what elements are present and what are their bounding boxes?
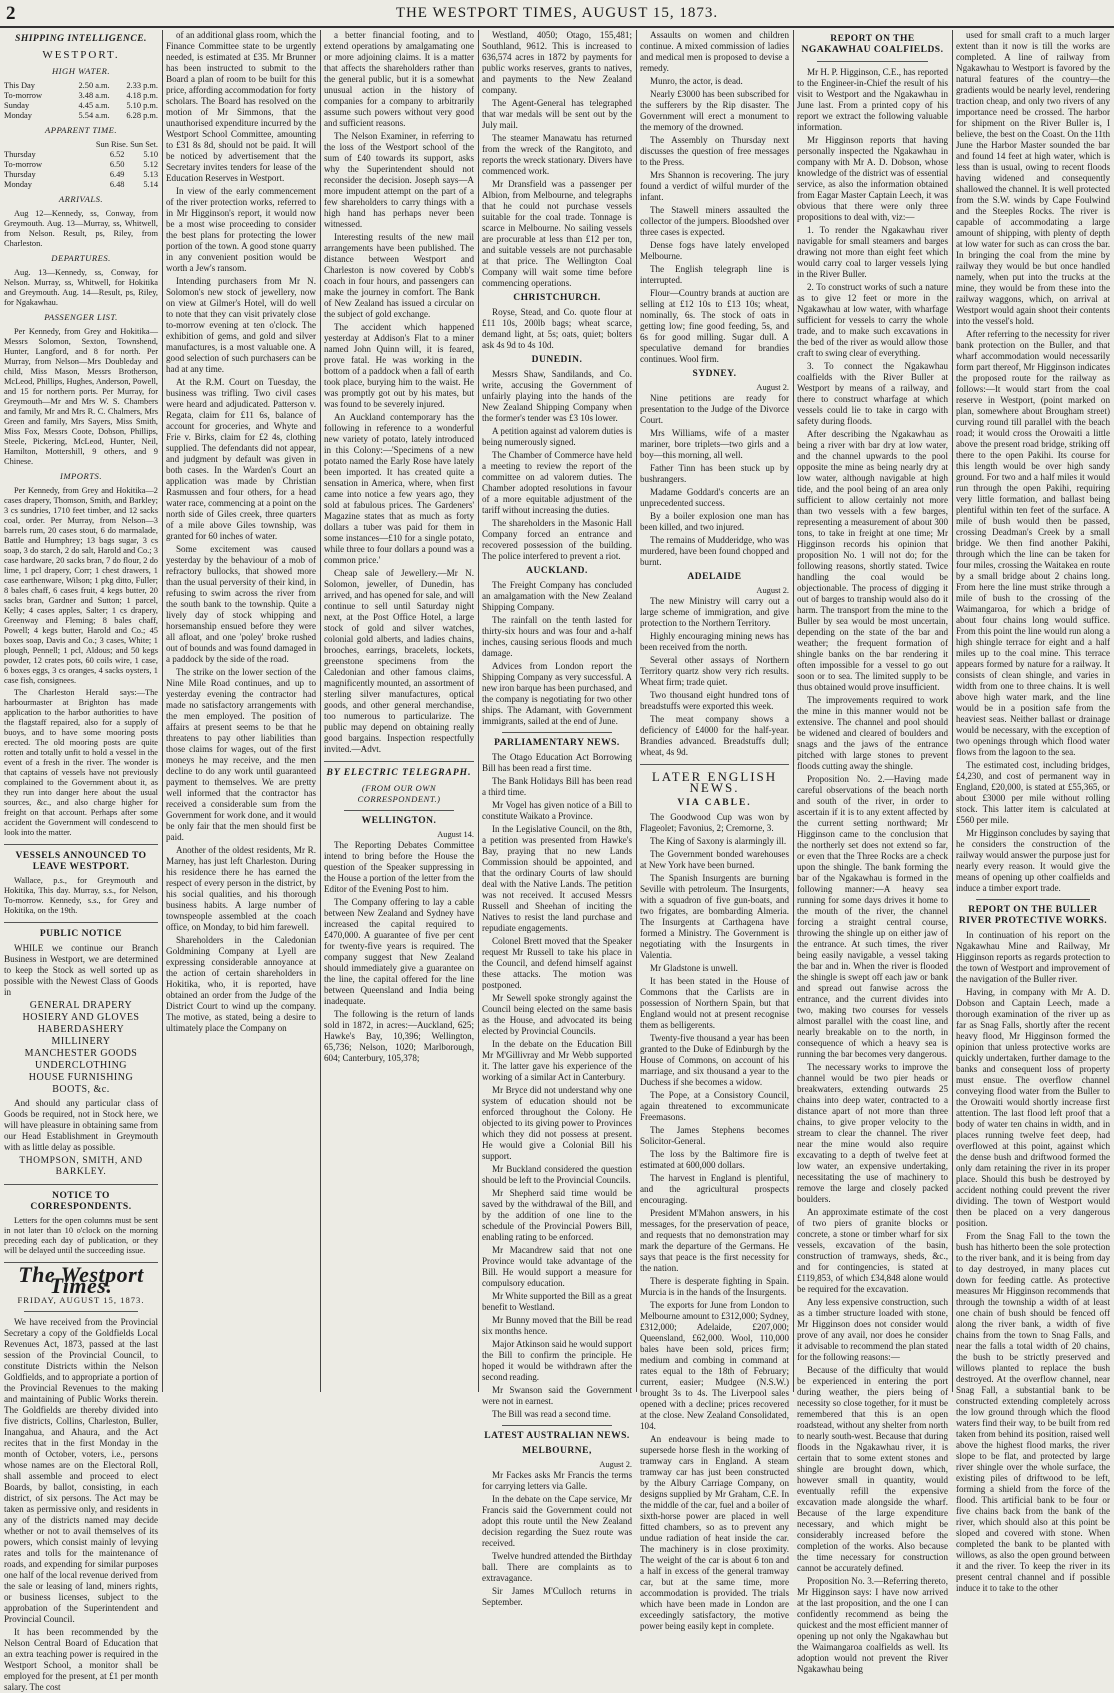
table-row	[4, 180, 158, 190]
sydney-heading: SYDNEY.	[692, 369, 737, 379]
harbour-note: The Charleston Herald says:—The harbourmaster at Brighton has made application to the harbor authorities to have the flagstaff repaired, also for a supply of buoys, and to have some mooring posts erected. The old mooring posts are quite rotten and totally unfit to hold a vessel in the event of a fresh in the river. The wonder is that captains of vessels have not previously complained to the Government about it, as they run into danger here about the usual sources, &c., and also charge higher for freight on that account. Perhaps after some accident the Government will condescend to look into the matter.	[4, 688, 158, 837]
melbourne-heading: MELBOURNE,	[522, 1446, 592, 1456]
column-2	[166, 30, 316, 1392]
tide-day: To-morrow	[4, 91, 43, 100]
article-paragraph: The shareholders in the Masonic Hall Company forced an entrance and recovered possession of the building. The police interfered to prevent a riot.	[482, 518, 632, 561]
divider	[344, 810, 454, 811]
tide-pm: 6.28 p.m.	[126, 111, 158, 120]
divider	[24, 1311, 138, 1312]
article-paragraph: The Government bonded warehouses at New York have been burned.	[640, 849, 789, 870]
public-notice-text: WHILE we continue our Branch Business in Westport, we are determined to keep the Stock as well sorted up as possible with the Newest Class of Goods in	[4, 943, 158, 997]
departures-text: Aug. 13—Kennedy, ss, Conway, for Nelson. Murray, ss, Whitwell, for Hokitika and Greymouth. Aug. 14—Result, ps, Riley, for Ngakawhau.	[4, 268, 158, 307]
article-paragraph: In view of the early commencement of the river protection works, referred to in Mr Higginson's report, it would now be a most wise proceeding to consider the best plans for protecting the lower portion of the town. A good stone quarry in any convenient position would be worth a Jew's ransom.	[166, 186, 316, 273]
goods-list	[4, 1000, 158, 1096]
column-rule	[793, 30, 794, 1392]
article-paragraph: By a boiler explosion one man has been killed, and two injured.	[640, 511, 789, 532]
column-3	[324, 30, 474, 1392]
correspondents-text: Letters for the open columns must be sent in not later than 10 o'clock on the morning preceding each day of publication, or they will be delayed until the succeeding issue.	[4, 1216, 158, 1255]
divider	[4, 1184, 158, 1185]
table-row	[4, 111, 158, 121]
article-paragraph: In the debate on the Education Bill Mr M'Gillivray and Mr Webb supported it. The latter gave his experience of the working of a similar Act in Canterbury.	[482, 1039, 632, 1082]
article-paragraph: Another of the oldest residents, Mr R. Marney, has just left Charleston. During his residence there he has earned the respect of every person in the district, by his social qualities, and his thorough business habits. A large number of townspeople assembled at the coach office, on Monday, to bid him farewell.	[166, 845, 316, 932]
tide-am: 3.48 a.m.	[78, 91, 110, 100]
article-paragraph: The Bank Holidays Bill has been read a third time.	[482, 776, 632, 797]
christchurch-heading: CHRISTCHURCH.	[513, 293, 601, 303]
article-paragraph: In the Legislative Council, on the 8th, a petition was presented from Hawke's Bay, praying that no new Lands Commission should be appointed, and that the ordinary Courts of law should deal with the Native Lands. The petition was not received. It accused Messrs Russell and Sheehan of inciting the Natives to resist the land purchase and repudiate engagements.	[482, 824, 632, 933]
tide-pm: 2.33 p.m.	[126, 81, 158, 90]
sun-label: APPARENT TIME.	[44, 125, 118, 135]
article-paragraph: After describing the Ngakawhau as being a river with bar dry at low water, and the channel upwards to the pool opposite the mine as being nearly dry at low water, although navigable at high tide, and the pool being of an area only sufficient to allow certainly not more than two vessels with a few barges, representing a measurement of about 300 tons, to take in freight at one time; Mr Higginson records his opinion that proposition No. 1 will not do; for the following reasons, shortly stated. Twice handling the coal would be objectionable. The process of digging it out of barges to tranship would also do it harm. The transport from the mine to the Buller by sea would be most uncertain, depending on the state of the bar and weather; the frequent formation of shingle banks on the bar rendering it often impossible for a vessel to go out soon or to sea. The limited supply to be thus obtained would prove insufficient.	[797, 429, 948, 692]
latest-australian-heading: LATEST AUSTRALIAN NEWS.	[484, 1431, 630, 1441]
divider	[640, 764, 789, 765]
article-paragraph: President M'Mahon answers, in his messages, for the preservation of peace, and requests that no demonstration may mark the departure of the Germans. He says that peace is the first necessity for the nation.	[640, 1208, 789, 1273]
article-paragraph: An endeavour is being made to supersede horse flesh in the working of tramway cars in England. A steam tramway car has just been constructed by the Albury Carriage Company, on designs supplied by Mr Graham, C.E. In the middle of the car, fuel and a boiler of sixth-horse power are placed in well fitted chambers, so as to prevent any undue radiation of heat inside the car. The machinery is in close proximity. The weight of the car is about 6 ton and a half in excess of the general tramway car, but at the same time, more accommodation is provided. The trials which have been made in London are exceedingly satisfactory, the motive power being easily kept in complete.	[640, 1434, 789, 1631]
column-5	[640, 30, 789, 1631]
newspaper-title: THE WESTPORT TIMES, AUGUST 15, 1873.	[395, 5, 719, 21]
vessels-heading: VESSELS ANNOUNCED TO LEAVE WESTPORT.	[15, 851, 147, 872]
list-item: GENERAL DRAPERY	[29, 1000, 133, 1011]
divider	[976, 899, 1090, 900]
article-paragraph: The King of Saxony is alarmingly ill.	[650, 836, 787, 846]
article-paragraph: At the R.M. Court on Tuesday, the business was trifling. Two civil cases were heard and adjudicated. Patterson v. Regata, claim for £11 6s, balance of account for groceries, and Whyte and Frie v. Birks, claim for £2 4s, clothing supplied. The defendants did not appear, and judgment by default was given in both cases. In the Warden's Court an application was made by Christian Rasmussen and four others, for a head water race, commencing at a point on the north side of Giles creek, three quarters of a mile above Giles township, was granted for 60 inches of water.	[166, 377, 316, 541]
divider	[4, 922, 158, 923]
article-paragraph: Westland, 4050; Otago, 155,481; Southland, 9612. This is increased to 636,574 acres in 1872 by payments for public works reserves, grants to natives, and payments to the New Zealand company.	[482, 30, 632, 95]
sun-day: Monday	[4, 180, 32, 189]
arrivals-label: ARRIVALS.	[58, 194, 104, 204]
table-row	[4, 81, 158, 91]
table-row	[4, 150, 158, 160]
tide-pm: 5.10 p.m.	[126, 101, 158, 110]
article-paragraph: The steamer Manawatu has returned from the wreck of the Rangitoto, and reports the wreck stationary. Divers have commenced work.	[482, 133, 632, 176]
article-paragraph: Mr Gladstone is unwell.	[650, 963, 738, 973]
sun-day: Thursday	[4, 170, 36, 179]
masthead	[0, 0, 1114, 28]
article-paragraph: The Spanish Insurgents are burning Seville with petroleum. The Insurgents, with a squadron of five gun-boats, and two frigates, are bombarding Almeria. The Insurgents at Carthagena have formed a Ministry. The Government is negotiating with the Insurgents in Valentia.	[640, 873, 789, 960]
article-paragraph: The Reporting Debates Committee intend to bring before the House the question of the Speaker suppressing in the House a portion of the letter from the Editor of the Evening Post to him.	[324, 840, 474, 894]
article-paragraph: Several other assays of Northern Territory quartz show very rich results. Wheat firm; trade quiet.	[640, 655, 789, 687]
article-paragraph: Shareholders in the Caledonian Goldmining Company at Lyell are expressing considerable annoyance at the action of certain shareholders in Hokitika, who, it is reported, have obtained an order from the Judge of the District Court to wind up the company. The motive, as stated, being a desire to ultimately place the Company on	[166, 935, 316, 1033]
article-paragraph: Flour—Country brands at auction are selling at £12 10s to £13 10s; wheat, nominally, 6s. The stock of oats in getting low; fine good feeding, 5s, and 6s for good milling. Sugar dull. A speculative demand for brandies continues. Wool firm.	[640, 288, 789, 364]
article-paragraph: Mr Buckland considered the question should be left to the Provincial Councils.	[482, 1164, 632, 1185]
page-number: 2	[6, 3, 16, 24]
article-paragraph: Major Atkinson said he would support the Bill to confirm the principle. He hoped it would be withdrawn after the second reading.	[482, 1339, 632, 1382]
article-paragraph: An Auckland contemporary has the following in reference to a wonderful new variety of potato, lately introduced in this Colony:—'Specimens of a new potato named the Early Rose have lately been imported. It has created quite a sensation in America, where, when first came into notice a few years ago, they sold at fabulous prices. The Gardeners' Magazine states that as much as forty dollars a tuber was paid for them in some instances—£10 for a single potato, while three to four dollars a pound was a common price.'	[324, 412, 474, 565]
sun-set: 5.14	[143, 180, 158, 189]
article-paragraph: The harvest in England is plentiful, and the agricultural prospects encouraging.	[640, 1173, 789, 1205]
sun-rise: 6.52	[109, 150, 125, 159]
column-rule	[162, 30, 163, 1392]
sun-table	[4, 150, 158, 190]
article-paragraph: The English telegraph line is interrupted.	[640, 264, 789, 285]
list-item: BOOTS, &c.	[52, 1084, 110, 1095]
telegraph-subheading: (FROM OUR OWN CORRESPONDENT.)	[357, 783, 441, 804]
article-paragraph: The Agent-General has telegraphed that war medals will be sent out by the July mail.	[482, 98, 632, 130]
list-item: HOSIERY AND GLOVES	[22, 1012, 140, 1023]
correspondents-heading: NOTICE TO CORRESPONDENTS.	[30, 1191, 132, 1212]
article-paragraph: Mr H. P. Higginson, C.E., has reported to the Engineer-in-Chief the result of his visit to Westport and the Ngakawhau in June last. From a printed copy of his report we extract the following valuable information.	[797, 67, 948, 132]
sun-rise: 6.49	[109, 170, 125, 179]
article-paragraph: The loss by the Baltimore fire is estimated at 600,000 dollars.	[640, 1149, 789, 1170]
imports-label: IMPORTS.	[60, 471, 102, 481]
article-paragraph: The remains of Mudderidge, who was murdered, have been found chopped and burnt.	[640, 535, 789, 567]
public-notice-tail: And should any particular class of Goods be required, not in Stock here, we will have pleasure in obtaining same from our Head Establishment in Greymouth with as little delay as possible.	[4, 1098, 158, 1152]
article-paragraph: Having, in company with Mr A. D. Dobson and Captain Leech, made a thorough examination of the river up as far as Snag Falls, shortly after the recent heavy flood, Mr Higginson formed the opinion that unless protective works are quickly undertaken, further damage to the banks and consequent loss of property must ensue. The overflow channel conveying flood water from the Buller to the Orowaiti would shortly increase first attention. The last flood left proof that a body of water ten chains in width, and in places running twelve feet deep, had overflowed at this point, against which the dense bush and driftwood formed the only dam retaining the river in its proper place. Should this bush be destroyed by accident nothing could prevent the river dividing. The town of Westport would then be placed on a very dangerous position.	[956, 987, 1110, 1228]
article-paragraph: Mr Swanson said the Government were not in earnest.	[482, 1385, 632, 1406]
later-english-heading: LATER ENGLISH NEWS.	[651, 769, 778, 795]
article-paragraph: The new Ministry will carry out a large scheme of immigration, and give protection to the Northern Territory.	[640, 596, 789, 628]
shipping-heading: SHIPPING INTELLIGENCE.	[15, 34, 147, 44]
article-paragraph: Mr Sewell spoke strongly against the Council being elected on the same basis as the House, and advocated its being elected by Provincial Councils.	[482, 993, 632, 1036]
high-water-label: HIGH WATER.	[51, 66, 111, 76]
tide-pm: 4.18 p.m.	[126, 91, 158, 100]
article-paragraph: The Stawell miners assaulted the collector of the jumpers. Bloodshed over three cases is expected.	[640, 205, 789, 237]
passenger-label: PASSENGER LIST.	[44, 312, 118, 322]
column-7	[956, 30, 1110, 1593]
article-paragraph: Proposition No. 2.—Having made careful observations of the beach north and south of the river, in order to ascertain if it is to any extent affected by the current setting northward; Mr Higginson came to the conclusion that the northerly set does not extend so far, or even that the Three Rocks are a check upon the shingle. The bank forming the bar of the Ngakawhau is formed in the following manner:—A heavy sea running for some days drives it home to the mouth of the river, the channel forcing a straight central course, throwing the shingle up on either jaw of the entrance. At such times, the river being easily navigable, a vessel taking the bar and in. When the river is flooded the shingle is swept off each jaw or bank and spread out fanwise across the entrance, and the current divides into two, making two courses for vessels almost parallel with the coast line, and nearly breakable on to the north, in consequence of which a heavy sea is running the bar becomes very dangerous.	[797, 774, 948, 1059]
article-paragraph: After referring to the necessity for river bank protection on the Buller, and that wharf accommodation would necessarily form part thereof, Mr Higginson indicates the proposed route for the railway as follows:—It would start from the coal reserve in Westport, (point marked on plan, somewhere about Brougham street) curving round till parallel with the beach road; it would cross the Orowaiti a little above the present road bridge, striking off there to the open Pakihi. Its course for this length would be over high sandy ground. For two and a half miles it would run through the open Pakihi, requiring very little formation, and ballast being plentiful within ten feet of the surface. A mile of bush would then be passed, crossing Deadman's Creek by a small bridge. We then find another Pakihi, through which the line can be taken for four miles, crossing the Waitakea en route by a small bridge about 2 chains long. From here the line must strike through a mile of bush to the crossing of the Waimangaroa, for which a bridge of about four chains long would suffice. From this point the line would run along a high shingle terrace for eight and a half miles up to the coal mine. This terrace appears formed by nature for a railway. It consists of clean shingle, and varies in width from one to three chains. It is well above high water mark, and the line would be in a position safe from the heaviest seas. Neither ballast or drainage would be necessary, with the exception of two openings through which flood water flows from the lagoon to the sea.	[956, 329, 1110, 757]
tide-am: 5.54 a.m.	[78, 111, 110, 120]
article-paragraph: used for small craft to a much larger extent than it now is till the works are completed. A line of railway from Ngakawhau to Westport is favored by the natural features of the country—the gradients would be nearly level, rendering traction cheap, and only two rivers of any importance need be crossed. The harbor for shipment on the River Buller is, I believe, the best on the Coast. On the 11th June the Harbor Master sounded the bar and found 14 feet at high water, which is less than is usual, owing to recent floods having widened and consequently shallowed the channel. It is well protected from the S.W. winds by Cape Foulwind and the Steeples Rocks. The river is capable of accommodating a large amount of shipping, with plenty of depth at low water for such as can cross the bar. In bringing the coal from the mine by railway they would be but once handled namely, when put into the trucks at the mine, they would be from these into the railway waggons, which, on arrival at Westport would again shoot their contents into the vessel's hold.	[956, 30, 1110, 326]
article-paragraph: In continuation of his report on the Ngakawhau Mine and Railway, Mr Higginson reports as regards protection to the town of Westport and improvement of the navigation of the Buller river.	[956, 930, 1110, 984]
adelaide-heading: ADELAIDE	[687, 572, 742, 582]
column-6	[797, 30, 949, 1674]
article-paragraph: Interesting results of the new mail arrangements have been published. The distance between Westport and Charleston is now covered by Cobb's coach in four hours, and passengers can make the journey in comfort. The Bank of New Zealand has issued a circular on the subject of gold exchange.	[324, 232, 474, 319]
table-row	[4, 91, 158, 101]
table-row	[4, 160, 158, 170]
article-paragraph: Dense fogs have lately enveloped Melbourne.	[640, 240, 789, 261]
article-paragraph: The Company offering to lay a cable between New Zealand and Sydney have increased the capital required to £470,000. A guarantee of five per cent for twenty-five years is required. The company suggest that New Zealand should immediately give a guarantee on the line, the capital offered for the line between Queensland and India being inadequate.	[324, 897, 474, 1006]
tide-day: Monday	[4, 111, 32, 120]
imports-text: Per Kennedy, from Grey and Hokitika—2 cases drapery, Thomson, Smith, and Barkley; 3 cs sundries, 1710 feet timber, and 12 sacks coal, order. Per Murray, from Nelson—3 barrels rum, 20 cases stout, 6 do marmalade, Battle and Humphrey; 13 bags sugar, 3 cs soap, 3 do starch, 2 do salt, Harold and Co.; 3 case hardware, 20 sacks bran, 7 do flour, 2 do lime, 1 pcl drapery, Corr; 1 chest drawers, 1 case earthenware, Wilson; 1 pkg ditto, Fuller; 8 bales chaff, 6 cases fruit, 4 kegs butter, 20 sacks bran, Gardner and Sutton; 1 parcel, Kelly; 4 cases apples, Salter; 1 cs drapery, Greenway and Fleming; 8 bales chaff, Powell; 4 kegs butter, Harold and Co.; 45 boxes soap, Davis and Co.; 3 cases, White; 1 plough, Pennell; 1 pcl, Aldous; and 50 kegs powder, 12 crates pots, 60 coils wire, 1 case, 6 boxes eggs, 3 cs oranges, 4 sacks oysters, 1 case fish, consignees.	[4, 486, 158, 685]
table-row	[4, 101, 158, 111]
sun-day: Thursday	[4, 150, 36, 159]
article-paragraph: Any less expensive construction, such as a timber structure loaded with stone, Mr Higginson does not consider would prove of any avail, nor does he consider it advisable to recommend the plan stated for the following reasons:—	[797, 1297, 949, 1362]
vessels-text: Wallace, p.s., for Greymouth and Hokitika, This day. Murray, s.s., for Nelson, To-morrow. Kennedy, s.s., for Grey and Hokitika, on the 19th.	[4, 876, 158, 915]
divider	[324, 761, 474, 762]
article-paragraph: There is desperate fighting in Spain. Murcia is in the hands of the Insurgents.	[640, 1276, 789, 1297]
departures-label: DEPARTURES.	[51, 253, 111, 263]
ngakawhau-report-heading: REPORT ON THE NGAKAWHAU COALFIELDS.	[801, 34, 944, 55]
telegraph-heading: BY ELECTRIC TELEGRAPH.	[326, 768, 472, 778]
sun-day: To-morrow	[4, 160, 43, 169]
article-paragraph: The rainfall on the tenth lasted for thirty-six hours and was four and a-half inches, causing serious floods and much damage.	[482, 615, 632, 658]
article-paragraph: The estimated cost, including bridges, £4,230, and cost of permanent way in England, £20,000, is stated at £55,365, or about £3000 per mile without rolling stock. This latter item is calculated at £560 per mile.	[956, 760, 1110, 825]
column-rule	[952, 30, 953, 1392]
buller-report-heading: REPORT ON THE BULLER RIVER PROTECTIVE WORKS.	[958, 905, 1108, 926]
list-item: HABERDASHERY	[37, 1024, 125, 1035]
article-paragraph: a better financial footing, and to extend operations by amalgamating one or more adjoining claims. It is a matter that affects the shareholders rather than the general public, but it is a somewhat unusual action in the history of companies for a company to arbitrarily assume such powers without very good and sufficient reasons.	[324, 30, 474, 128]
article-paragraph: Munro, the actor, is dead.	[650, 76, 743, 86]
article-paragraph: From the Snag Fall to the town the bush has hitherto been the sole protection to the river bank, and it is being from day to day destroyed, in many places cut down for feeding cattle. As protective measures Mr Higginson recommends that through the township a width of at least one chain of bush should be fenced off along the river bank, a width of five chains from the town to Snag Falls, and near the falls a total width of 20 chains, the bush to be strictly preserved and willows planted to replace the bush destroyed. At the overflow channel, near Snag Fall, a substantial bank to be constructed extending completely across the low ground through which the flood waters find their way, to be built from red taken from behind its position, raised well above the highest flood marks, the river slope to be flat, and protected by large river shingle over the whole surface, the existing piles of driftwood to be left, forming a shield from the force of the flood. This artificial bank to be four or five chains back from the bank of the river, which should also at this point be sloped and covered with stone. When completed the bank to be planted with willows, as also the open ground between it and the river. To keep the river in its present central channel and if possible induce it to take to the other	[956, 1231, 1110, 1593]
sun-rise: 6.48	[109, 180, 125, 189]
auckland-heading: AUCKLAND.	[526, 566, 588, 576]
article-paragraph: Highly encouraging mining news has been received from the north.	[640, 631, 789, 652]
divider	[502, 1425, 612, 1426]
article-paragraph: Mr White supported the Bill as a great benefit to Westland.	[482, 1291, 632, 1312]
article-paragraph: Two thousand eight hundred tons of breadstuffs were exported this week.	[640, 690, 789, 711]
editorial-text: We have received from the Provincial Secretary a copy of the Goldfields Local Revenues Act, 1873, passed at the last session of the Provincial Council, to constitute Districts within the Nelson Goldfields, and to appropriate a portion of the Provincial Revenues to the making and maintaining of Public Works therein. The Goldfields are thereby divided into five districts, Collins, Charleston, Buller, Inangahua, and Ahaura, and the Act recites that in the first Monday in the month of October, voters, i.e., persons whose names are on the Electoral Roll, shall assemble and proceed to elect Boards, by ballot, consisting, in each district, of six persons. The Act may be taken as permissive only, and residents in any of the districts named may decide whether or not to avail themselves of its powers, which consist mainly of levying rates and tolls for the maintenance of roads, and expending for similar purposes one half of the local revenue derived from the sale or leasing of land, miners rights, or business licenses, subject to the approbation of the Superintendent and Provincial Council.	[4, 1317, 158, 1624]
article-paragraph: Mr Bunny moved that the Bill be read six months hence.	[482, 1315, 632, 1336]
tide-day: This Day	[4, 81, 35, 90]
port-heading: WESTPORT.	[42, 49, 120, 61]
article-paragraph: The James Stephens becomes Solicitor-General.	[640, 1125, 789, 1146]
article-paragraph: Proposition No. 3.—Referring thereto, Mr Higginson says: I have now arrived at the last proposition, and the one I can confidently recommend as being the quickest and the most efficient manner of opening up not only the Ngakawhau but the Waimangaroa coalfields as well. Its adoption would not prevent the River Ngakawhau being	[797, 1576, 948, 1674]
parliament-heading: PARLIAMENTARY NEWS.	[494, 738, 620, 748]
column-1	[4, 30, 158, 1692]
divider	[4, 844, 158, 845]
article-paragraph: The Pope, at a Consistory Council, again threatened to excommunicate Freemasons.	[640, 1090, 789, 1122]
table-row	[4, 170, 158, 180]
sun-set: 5.10	[143, 150, 158, 159]
column-rule	[320, 30, 321, 1392]
column-rule	[636, 30, 637, 1392]
editorial-text: It has been recommended by the Nelson Central Board of Education that an extra teaching power is required in the Westport School, a monitor shall be employed for the present, at £1 per month salary. The cost	[4, 1627, 158, 1692]
article-paragraph: Nearly £3000 has been subscribed for the sufferers by the Rip disaster. The Government will erect a monument to the memory of the drowned.	[640, 89, 789, 132]
article-paragraph: Because of the difficulty that would be experienced in entering the port during weather, the piers being of necessity so close together, for it must be remembered that this is an open roadstead, without any shelter from north to nearly south-west. Because that during floods in the Ngakawhau river, it is certain that to some extent stones and shingle are brought down, which, however small in quantity, would eventually refill the expensive excavation made alongside the wharf. Because of the large expenditure necessary, and which might be considerably increased before the completion of the works. Also because the time necessary for construction cannot be accurately defined.	[797, 1365, 948, 1573]
list-item: MILLINERY	[51, 1036, 111, 1047]
article-paragraph: The Chamber of Commerce have held a meeting to review the report of the committee on ad valorem duties. The Chamber adopted resolutions in favour of a more equitable adjustment of the tariff without increasing the duties.	[482, 450, 632, 515]
article-paragraph: Mr Higginson concludes by saying that he considers the construction of the railway would answer the purpose just for nearly every reason. It would give the means of opening up other coalfields and induce a timber export trade.	[956, 828, 1110, 893]
sun-columns: Sun Rise. Sun Set.	[95, 140, 158, 149]
wellington-heading: WELLINGTON.	[361, 816, 437, 826]
article-paragraph: Messrs Shaw, Sandilands, and Co. write, accusing the Government of unfairly playing into the hands of the New Zealand Shipping Company when the former's tender was £3 10s lower.	[482, 369, 632, 423]
article-paragraph: The Assembly on Thursday next discusses the question of free messages to the Press.	[640, 135, 789, 167]
article-paragraph: The Freight Company has concluded an amalgamation with the New Zealand Shipping Company.	[482, 580, 632, 612]
sun-rise: 6.50	[109, 160, 125, 169]
tide-am: 2.50 a.m.	[78, 81, 110, 90]
article-paragraph: The Goodwood Cup was won by Flageolet; Favonius, 2; Cremorne, 3.	[640, 812, 789, 833]
article-paragraph: Twenty-five thousand a year has been granted to the Duke of Edinburgh by the House of Commons, on account of his marriage, and six thousand a year to the Duchess if she becomes a widow.	[640, 1033, 789, 1087]
article-paragraph: The meat company shows a deficiency of £4000 for the half-year. Brandies advanced. Breadstuffs dull; wheat, 4s 9d.	[640, 714, 789, 757]
sydney-date: August 2.	[756, 383, 789, 392]
dunedin-heading: DUNEDIN.	[531, 355, 583, 365]
list-item: HOUSE FURNISHING	[28, 1072, 134, 1083]
column-rule	[478, 30, 479, 1392]
tide-am: 4.45 a.m.	[78, 101, 110, 110]
article-paragraph: Mr Shepherd said time would be saved by the withdrawal of the Bill, and by the addition of one line to the schedule of the Provincial Powers Bill, enabling rating to be enforced.	[482, 1188, 632, 1242]
article-paragraph: Mr Macandrew said that not one Province would take advantage of the Bill. He would support a measure for compulsory education.	[482, 1245, 632, 1288]
article-paragraph: Father Tinn has been stuck up by bushrangers.	[640, 463, 789, 484]
article-paragraph: A petition against ad valorem duties is being numerously signed.	[482, 426, 632, 447]
adelaide-date: August 2.	[756, 586, 789, 595]
paper-title: The Westport Times.	[18, 1262, 144, 1298]
article-paragraph: of an additional glass room, which the Finance Committee state to be urgently needed, is estimated at £35. Mr Brunner has been instructed to submit to the Board a plan of room to be built for this price, affording accommodation for forty scholars. The Board has resolved on the motion of Mr Simmons, that the unauthorised expenditure incurred by the Westport School Committee, amounting to £31 8s 8d, should not be paid. It will be noticed by advertisement that the Secretary invites tenders for lease of the Education Reserves in Westport.	[166, 30, 316, 183]
article-paragraph: Mrs Shannon is recovering. The jury found a verdict of wilful murder of the infant.	[640, 170, 789, 202]
article-paragraph: Sir James M'Culloch returns in September.	[482, 1586, 632, 1607]
divider	[502, 732, 612, 733]
article-paragraph: Twelve hundred attended the Birthday ball. There are complaints as to extravagance.	[482, 1551, 632, 1583]
arrivals-text: Aug 12—Kennedy, ss, Conway, from Greymouth. Aug. 13—Murray, ss, Whitwell, from Nelson. Result, ps, Riley, from Charleston.	[4, 209, 158, 248]
article-paragraph: The Nelson Examiner, in referring to the loss of the Westport school of the sum of £40 towards its support, asks why the Superintendent should not reconsider the decision. Joseph says—A more impudent attempt on the part of a few shareholders to carry things with a high hand has perhaps never been witnessed.	[324, 131, 474, 229]
article-paragraph: The accident which happened yesterday at Addison's Flat to a miner named John Quinn will, it is feared, prove fatal. He was working in the bottom of a paddock when a fall of earth took place, burying him to the waist. He was promptly got out by his mates, but was found to be severely injured.	[324, 322, 474, 409]
via-cable-heading: VIA CABLE.	[677, 798, 752, 808]
article-paragraph: Madame Goddard's concerts are an unprecedented success.	[640, 487, 789, 508]
article-paragraph: Mr Dransfield was a passenger per Albion, from Melbourne, and telegraphs that he could not purchase vessels suitable for the coal trade. Tonnage is scarce in Melbourne. No sailing vessels are procurable at less than £12 per ton, and suitable vessels are not purchasable at that price. The Wellington Coal Company will wait some time before commencing operations.	[482, 179, 632, 288]
article-paragraph: Some excitement was caused yesterday by the behaviour of a mob of refractory bullocks, that showed more than the usual perversity of their kind, in refusing to swim across the river from the south bank to the township. Quite a lively day of stock whipping and horsemanship ensued before they were all afloat, and one 'poley' broke rushed out of bounds and was found damaged in a paddock by the side of the road.	[166, 544, 316, 664]
article-paragraph: Assaults on women and children continue. A mixed commission of ladies and medical men is proposed to devise a remedy.	[640, 30, 789, 73]
article-paragraph: Intending purchasers from Mr N. Solomon's new stock of jewellery, now on view at Gilmer's Hotel, will do well to note that they can visit privately close to-morrow evening at ten o'clock. The exhibition of gems, and gold and silver manufactures, is a most valuable one. A good selection of such purchasers can be had at any time.	[166, 276, 316, 374]
article-paragraph: Mr Higginson reports that having personally inspected the Ngakawhau in company with Mr A. D. Dobson, whose knowledge of the district was of essential service, as also the information obtained from Eagar Master Captain Leech, it was obvious that there were only three propositions to deal with, viz:—	[797, 135, 948, 222]
article-paragraph: Nine petitions are ready for presentation to the Judge of the Divorce Court.	[640, 393, 789, 425]
high-water-table	[4, 81, 158, 121]
article-paragraph: The following is the return of lands sold in 1872, in acres:—Auckland, 625; Hawke's Bay, 10,396; Wellington, 65,736; Nelson, 1020; Marlborough, 604; Canterbury, 105,378;	[324, 1009, 474, 1063]
article-paragraph: The improvements required to work the mine in this manner would not be extensive. The channel and pool should be widened and cleared of boulders and snags and the jaws of the entrance pitched with large stones to prevent floods cutting away the shingle.	[797, 695, 948, 771]
article-paragraph: Mr Vogel has given notice of a Bill to constitute Waikato a Province.	[482, 800, 632, 821]
melbourne-date: August 2.	[599, 1460, 632, 1469]
article-paragraph: The Bill was read a second time.	[492, 1409, 611, 1419]
list-item: UNDERCLOTHING	[34, 1060, 128, 1071]
article-paragraph: Cheap sale of Jewellery.—Mr N. Solomon, jeweller, of Dunedin, has arrived, and has opened for sale, and will continue to sell until Saturday night next, at the Post Office Hotel, a large stock of gold and silver watches, colonial gold alberts, and ladies chains, brooches, earrings, bracelets, lockets, greenstone specimens from the Caledonian and other famous claims, magnificently mounted, an assortment of sterling silver manufactures, optical goods, and other general merchandise, too numerous to particularize. The public may depend on obtaining really good bargains. Inspection respectfully invited.—Advt.	[324, 568, 474, 754]
article-paragraph: 1. To render the Ngakawhau river navigable for small steamers and barges drawing not more than eight feet which would carry coal to larger vessels lying in the River Buller.	[797, 225, 948, 279]
signature: THOMPSON, SMITH, AND BARKLEY.	[19, 1156, 143, 1177]
list-item: MANCHESTER GOODS	[24, 1048, 138, 1059]
article-paragraph: The Otago Education Act Borrowing Bill has been read a first time.	[482, 752, 632, 773]
wellington-date: August 14.	[437, 830, 474, 839]
article-paragraph: 3. To connect the Ngakawhau coalfields with the River Buller at Westport by means of a railway, and there to construct wharfage at which vessels could lie to take in cargo with safety during floods.	[797, 361, 948, 426]
article-paragraph: The necessary works to improve the channel would be two pier heads or breakwaters, extending outwards 25 chains into deep water, contracted to a distance apart of not more than three chains, to give proper velocity to the stream to clear the channel. The river near the mine would also require excavating to a depth of twelve feet at low water, an expensive undertaking, necessitating the use of machinery to remove the large and closely packed boulders.	[797, 1062, 948, 1204]
sun-set: 5.13	[143, 170, 158, 179]
column-4	[482, 30, 632, 1607]
article-paragraph: The strike on the lower section of the Nine Mile Road continues, and up to yesterday evening the contractor had made no satisfactory arrangements with the men employed. The position of affairs at present seems to be that he threatens to pay other liabilities than those claims for wages, out of the first moneys he may receive, and the men decline to do any work until guaranteed payment to themselves. We are pretty well informed that the contractor has received a considerable sum from the Government for work done, and it would be only fair that the men should first be paid.	[166, 667, 316, 842]
article-paragraph: Colonel Brett moved that the Speaker request Mr Russell to take his place in the Council, and defend himself against these attacks. The motion was postponed.	[482, 936, 632, 990]
article-paragraph: In the debate on the Cape service, Mr Francis said the Government could not adopt this route until the New Zealand decision regarding the Suez route was received.	[482, 1494, 632, 1548]
article-paragraph: Royse, Stead, and Co. quote flour at £11 10s, 200lb bags; wheat scarce, demand light, at 5s; oats, quiet; bolters ask 4s 9d to 4s 10d.	[482, 307, 632, 350]
passenger-text: Per Kennedy, from Grey and Hokitika—Messrs Solomon, Sexton, Townshend, Hunter, Langford, and 8 for north. Per Murray, from Nelson—Mrs Doubleday and child, Miss Mason, Messrs Brotherson, McLeod, Phillips, Hughes, Anderson, Powell, and 15 for northern ports. Per Murray, for Greymouth—Mr and Mrs W. S. Chambers and family, Mr and Mrs R. C. Chalmers, Mrs Green and family, Mrs Sayers, Miss Smith, Miss Fox, Messrs Coote, Dobson, Phillips, Steele, Pickering, McLeod, Hunter, Neil, Hamilton, Mottershill, 9 others, and 9 Chinese.	[4, 327, 158, 466]
divider	[817, 61, 928, 62]
article-paragraph: Advices from London report the Shipping Company as very successful. A new iron barque has been purchased, and the company is negotiating for two other ships. The Adamant, with Government immigrants, sailed at the end of June.	[482, 661, 632, 726]
public-notice-heading: PUBLIC NOTICE	[39, 929, 123, 939]
paper-date: FRIDAY, AUGUST 15, 1873.	[17, 1295, 145, 1305]
sun-set: 5.12	[143, 160, 158, 169]
article-paragraph: Mrs Williams, wife of a master mariner, bore triplets—two girls and a boy—this morning, all well.	[640, 428, 789, 460]
article-paragraph: It has been stated in the House of Commons that the Carlists are in possession of Northern Spain, but that England would not at present recognise them as belligerents.	[640, 976, 789, 1030]
article-paragraph: 2. To construct works of such a nature as to give 12 feet or more in the Ngakawhau at low water, with wharfage sufficient for vessels to carry the whole trade, and to make such excavations in the bed of the river as would allow those craft to swing clear of everything.	[797, 282, 948, 358]
article-paragraph: The exports for June from London to Melbourne amount to £312,000; Sydney, £312,000; Adelaide, £207,000; Queensland, £62,000. Wool, 110,000 bales have been sold, prices firm; medium and combing in command at rates equal to the 18th of February; current, easier; Mudgee (N.S.W.) brought 3s to 4s. The Liverpool sales opened with a decline; prices recovered at the close. New Zealand Consolidated, 104.	[640, 1300, 789, 1431]
article-paragraph: Mr Fackes asks Mr Francis the terms for carrying letters via Galle.	[482, 1470, 632, 1491]
article-paragraph: An approximate estimate of the cost of two piers of granite blocks or concrete, a stone or timber wharf for six vessels, excavation of the basin, construction of tramways, sheds, &c., and for contingencies, is stated at £119,853, of which £34,848 alone would be required for the excavation.	[797, 1207, 948, 1294]
tide-day: Sunday	[4, 101, 30, 110]
article-paragraph: Mr Bryce did not understand why one system of education should not be enforced throughout the Colony. He objected to its giving power to Provinces which they did not possess at present. He would give a Colonial Bill his support.	[482, 1085, 632, 1161]
